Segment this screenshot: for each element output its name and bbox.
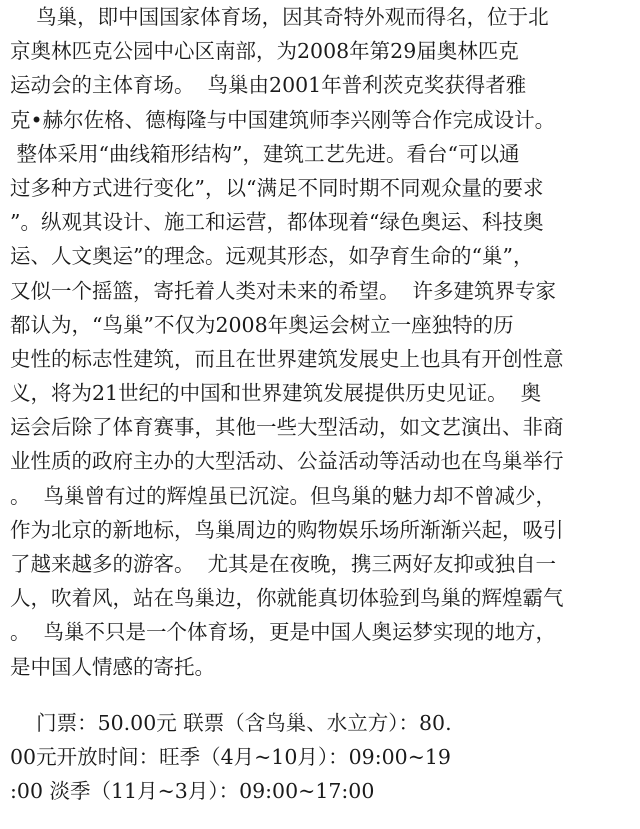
text-line: 又似一个摇篮，寄托着人类对未来的希望。 许多建筑界专家	[10, 278, 557, 303]
ticket-line: :00 淡季（11月~3月）：09:00~17:00	[10, 778, 375, 803]
text-line: 作为北京的新地标，鸟巢周边的购物娱乐场所渐渐兴起，吸引	[10, 517, 564, 542]
text-line: 过多种方式进行变化”，以“满足不同时期不同观众量的要求	[10, 175, 544, 200]
ticket-info	[10, 706, 632, 808]
text-line: 。 鸟巢曾有过的辉煌虽已沉淀。但鸟巢的魅力却不曾减少，	[10, 483, 557, 508]
ticket-line: 门票：50.00元 联票（含鸟巢、水立方）：80.	[10, 710, 452, 735]
text-line: 了越来越多的游客。 尤其是在夜晚，携三两好友抑或独自一	[10, 552, 557, 576]
text-line: 运会后除了体育赛事，其他一些大型活动，如文艺演出、非商	[10, 415, 564, 440]
text-line: 义，将为21世纪的中国和世界建筑发展提供历史见证。 奥	[10, 381, 542, 406]
paragraph-gap	[10, 684, 632, 706]
text-line: 京奥林匹克公园中心区南部，为2008年第29届奥林匹克	[10, 39, 519, 64]
text-line: 是中国人情感的寄托。	[10, 654, 215, 679]
text-line: 人，吹着风，站在鸟巢边，你就能真切体验到鸟巢的辉煌霸气	[10, 586, 564, 611]
text-line: 克•赫尔佐格、德梅隆与中国建筑师李兴刚等合作完成设计。	[10, 107, 556, 132]
ticket-line: 00元开放时间：旺季（4月~10月）：09:00~19	[10, 744, 451, 769]
text-line: 史性的标志性建筑，而且在世界建筑发展史上也具有开创性意	[10, 346, 564, 371]
text-line: 整体采用“曲线箱形结构”，建筑工艺先进。看台“可以通	[10, 141, 520, 166]
text-line: ”。纵观其设计、施工和运营，都体现着“绿色奥运、科技奥	[10, 210, 544, 235]
text-line: 鸟巢，即中国国家体育场，因其奇特外观而得名，位于北	[10, 5, 549, 29]
text-line: 。 鸟巢不只是一个体育场，更是中国人奥运梦实现的地方，	[10, 620, 557, 645]
text-line: 运、人文奥运”的理念。远观其形态，如孕育生命的“巢”，	[10, 244, 534, 269]
text-line: 都认为，“鸟巢”不仅为2008年奥运会树立一座独特的历	[10, 312, 514, 337]
text-line: 运动会的主体育场。 鸟巢由2001年普利茨克奖获得者雅	[10, 73, 527, 98]
document-body	[10, 0, 632, 808]
text-line: 业性质的政府主办的大型活动、公益活动等活动也在鸟巢举行	[10, 449, 564, 474]
article-text	[10, 0, 632, 684]
